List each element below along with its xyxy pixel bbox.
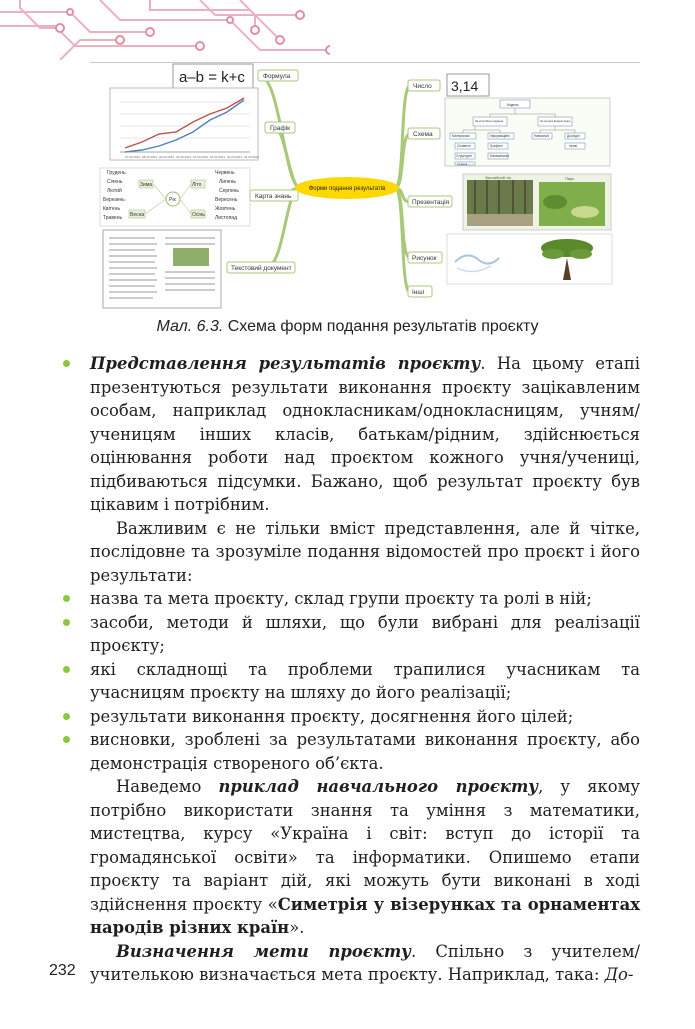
- svg-text:Липень: Липень: [219, 179, 236, 185]
- branch-label-graph: Графік: [270, 125, 291, 132]
- svg-text:Осінь: Осінь: [192, 212, 205, 218]
- svg-text:Лютий: Лютий: [107, 188, 122, 194]
- svg-text:Жовтень: Жовтень: [215, 206, 236, 212]
- svg-text:Матеріальні: Матеріальні: [452, 134, 470, 138]
- svg-text:Парк: Парк: [565, 176, 575, 181]
- svg-text:Червень: Червень: [215, 170, 235, 176]
- svg-text:Вересень: Вересень: [215, 197, 238, 203]
- paragraph-important: Важливим є не тільки вміст представлення, але й чітке, послідовне та зрозуміле подання відомостей про проєкт і його результати:: [90, 518, 640, 585]
- svg-text:Дослідні: Дослідні: [567, 134, 580, 138]
- branch-label-picture: Рисунок: [412, 255, 437, 262]
- formula-text: a–b = k+c: [179, 69, 245, 86]
- svg-text:29.03.2014: 29.03.2014: [159, 155, 175, 159]
- svg-text:Березень: Березень: [103, 197, 125, 203]
- branch-label-presentation: Презентація: [412, 199, 450, 206]
- svg-text:Ігрові: Ігрові: [569, 144, 577, 148]
- paragraph-presentation: Представлення результатів проєкту. На цьому етапі презентуються результати виконання проєкту зацікавленим особам, наприклад однокласникам/однокласницям, учням/ученицям інших класів, батькам/рідним, здійснюється оцінювання роботи над проєктом кожного учня/учениці, підбиваються підсумки. Бажано, щоб результат проєкту був цікавим і потрібним.: [90, 352, 640, 517]
- svg-text:Весна: Весна: [130, 212, 145, 218]
- scheme-thumbnail: [445, 98, 610, 166]
- svg-text:Рік: Рік: [169, 197, 176, 203]
- bullet-item: результати виконання проєкту, досягнення його цілей;: [90, 705, 640, 729]
- branch-label-number: Число: [413, 83, 432, 90]
- svg-text:Звичайний ліс: Звичайний ліс: [485, 175, 512, 180]
- svg-text:За галуззю використання: За галуззю використання: [540, 120, 571, 123]
- svg-text:Грудень: Грудень: [107, 170, 126, 176]
- page-number: 232: [49, 962, 76, 979]
- bullet-item: засоби, методи й шляхи, що були вибрані для реалізації проєкту;: [90, 611, 640, 658]
- branch-label-textdoc: Текстовий документ: [231, 265, 292, 272]
- caption-text: Схема форм подання результатів проєкту: [227, 318, 539, 335]
- mindmap-figure: [95, 62, 640, 312]
- branch-label-map: Карта знань: [255, 193, 292, 200]
- mindmap-center-label: Форми подання результатів: [308, 186, 386, 192]
- svg-text:27.03.2014: 27.03.2014: [125, 155, 141, 159]
- svg-text:Січень: Січень: [107, 179, 123, 185]
- svg-text:Графічні: Графічні: [490, 144, 503, 148]
- svg-text:03.04.2014: 03.04.2014: [244, 155, 260, 159]
- svg-text:31.03.2014: 31.03.2014: [193, 155, 209, 159]
- circuit-decoration: [0, 0, 330, 60]
- paragraph-example: Наведемо приклад навчального проєкту, у якому потрібно використати знання та уміння з математики, мистецтва, курсу «Україна і світ: вступ до історії та громадянської освіти» та інформатики. Опишемо етапи проєкту та варіант дій, які можуть бути виконані в ході здійснення проєкту «Симетрія у візерунках та орнаментах народів різних країн».: [90, 777, 641, 937]
- svg-text:Навчальні: Навчальні: [534, 134, 550, 138]
- svg-text:Інформаційні: Інформаційні: [490, 134, 510, 138]
- bullet-item: назва та мета проєкту, склад групи проєкту та ролі в ній;: [90, 587, 640, 611]
- bullet-item: висновки, зроблені за результатами виконання проєкту, або демонстрація створеного об’єкта.: [90, 728, 640, 775]
- caption-label: Мал. 6.3.: [156, 318, 224, 335]
- bullet-item: які складнощі та проблеми трапилися учасникам та учасницям проєкту на шляху до його реалізації;: [90, 658, 640, 705]
- branch-label-other: Інші: [412, 289, 425, 296]
- svg-text:Зима: Зима: [140, 182, 153, 188]
- svg-text:28.03.2014: 28.03.2014: [142, 155, 158, 159]
- svg-text:Структурні: Структурні: [456, 154, 472, 158]
- svg-text:30.03.2014: 30.03.2014: [176, 155, 192, 159]
- branch-label-formula: Формула: [263, 73, 291, 80]
- svg-text:01.04.2014: 01.04.2014: [210, 155, 226, 159]
- svg-text:Модель: Модель: [507, 103, 519, 107]
- figure-caption: [0, 318, 695, 336]
- text-document-thumbnail: [103, 230, 221, 308]
- body-text: [90, 352, 640, 987]
- svg-text:Математичні: Математичні: [490, 154, 509, 158]
- svg-text:02.04.2014: 02.04.2014: [227, 155, 243, 159]
- svg-text:Словесні: Словесні: [457, 144, 471, 148]
- svg-text:Літо: Літо: [192, 182, 202, 188]
- svg-text:Листопад: Листопад: [215, 215, 237, 221]
- branch-label-scheme: Схема: [413, 131, 433, 138]
- picture-thumbnail: [447, 234, 612, 284]
- presentation-thumbnail: [463, 174, 611, 230]
- svg-text:Серпень: Серпень: [219, 188, 240, 194]
- knowledge-map-thumbnail: [100, 168, 250, 226]
- svg-text:Травень: Травень: [103, 215, 123, 221]
- svg-text:Квітень: Квітень: [103, 206, 121, 212]
- graph-thumbnail: [110, 88, 259, 160]
- svg-text:За способом подання: За способом подання: [475, 119, 504, 123]
- number-text: 3,14: [451, 78, 479, 94]
- paragraph-goal: Визначення мети проєкту. Спільно з учителем/учителькою визначається мета проєкту. Наприклад, така: До-: [90, 941, 641, 984]
- svg-text:Словесні: Словесні: [457, 163, 468, 166]
